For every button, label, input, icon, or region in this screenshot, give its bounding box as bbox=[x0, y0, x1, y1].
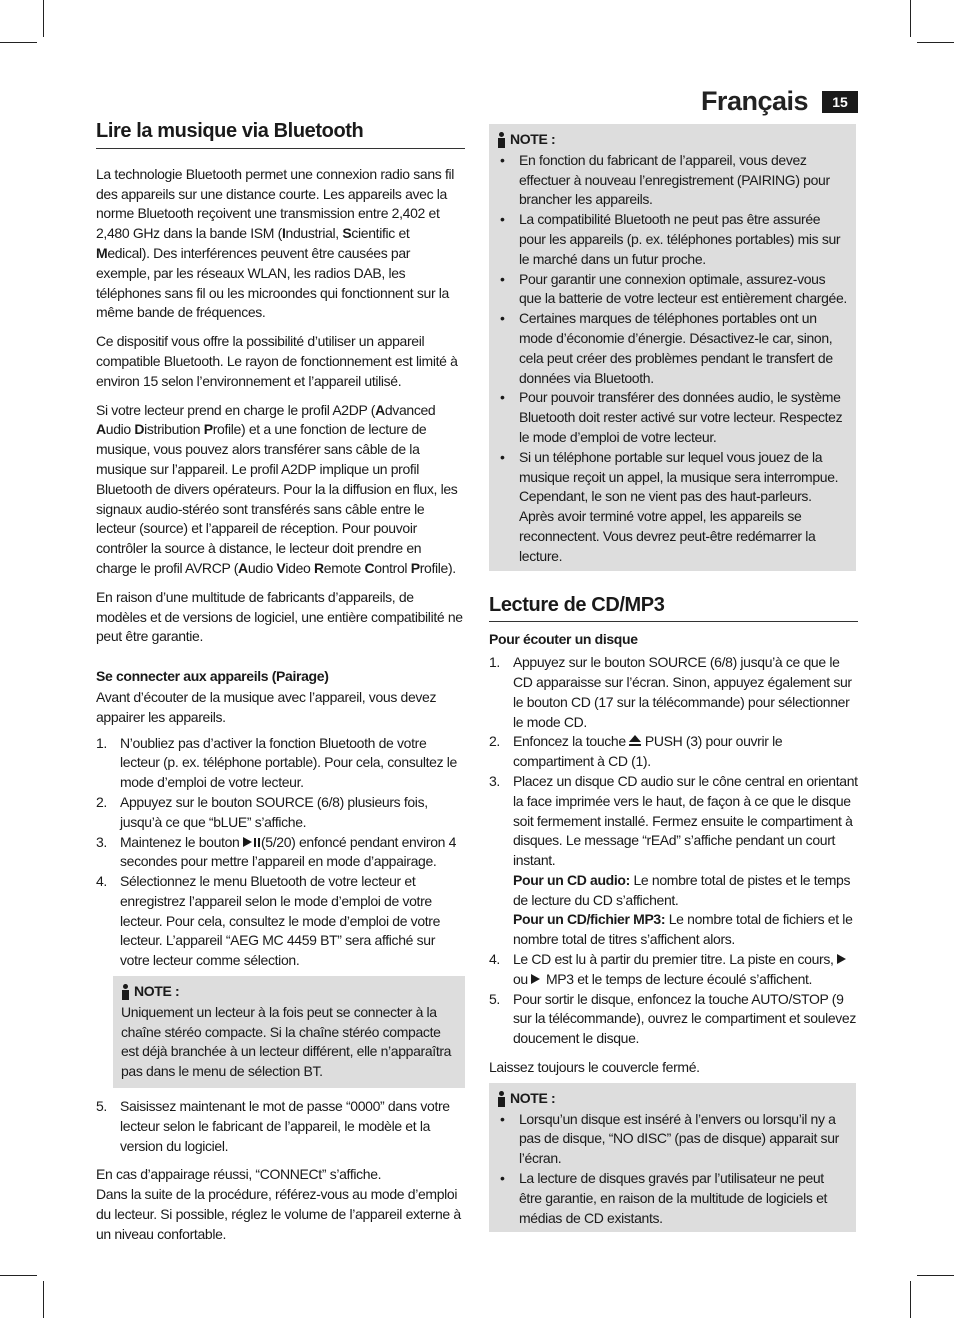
note-list bbox=[497, 1110, 848, 1229]
list-item: 2. Appuyez sur le bouton SOURCE (6/8) plusieurs fois, jusqu’à ce que “bLUE” s’affiche. bbox=[96, 793, 428, 830]
right-column bbox=[489, 124, 858, 1241]
play-icon bbox=[531, 974, 540, 984]
crop-mark bbox=[43, 0, 44, 37]
lid-text: Laissez toujours le couvercle fermé. bbox=[489, 1059, 700, 1076]
eject-icon bbox=[629, 735, 641, 747]
note-box-pairing: NOTE : Uniquement un lecteur à la fois peut se connecter à la chaîne stéréo compacte. Si la chaîne stéréo compacte est déjà branchée à un lecteur différent, elle n’apparaîtra pas dans le menu de sélection BT. bbox=[113, 976, 465, 1088]
list-item: • Certaines marques de téléphones portables ont un mode d’économie d’énergie. Désactivez-le car, sinon, cela peut créer des problèmes pendant le transfert de données via Bluetooth. bbox=[497, 309, 848, 388]
crop-mark bbox=[917, 1275, 954, 1276]
list-item: 1. Appuyez sur le bouton SOURCE (6/8) jusqu’à ce que le CD apparaisse sur l’écran. Sinon, appuyez également sur le bouton CD (17 sur la télécommande) pour sélectionner le mode CD. bbox=[489, 654, 852, 730]
list-item: 4. Le CD est lu à partir du premier titre. La piste en cours, ou MP3 et le temps de lecture écoulé s’affichent. bbox=[489, 950, 858, 990]
info-icon bbox=[497, 131, 506, 149]
note-box-bluetooth: NOTE : • En fonction du fabricant de l’appareil, vous devez effectuer à nouveau l’enregistrement (PAIRING) pour brancher les appareils. • La compatibilité Bluetooth ne peut pas être assurée pour les appareils (p. ex. téléphones portables) mis sur le marché dans un futur proche. • Pour garantir une connexion optimale, assurez-vous que la batterie de votre lecteur est entièrement chargée. • Certaines marques de téléphones portables ont un mode d’économie d’énergie. Désactivez-le car, sinon, cela peut créer des problèmes pendant le transfert de données via Bluetooth. • Pour pouvoir transférer des données audio, le système Bluetooth doit rester activé sur votre lecteur. Respectez le mode d’emploi de votre lecteur. • Si un téléphone portable sur lequel vous jouez de la musique reçoit un appel, la musique sera interrompue. Cependant, le son ne vient pas des haut-parleurs. Après avoir terminé votre appel, les appareils se reconnectent. Vous devrez peut-être redémarrer la lecture. bbox=[489, 124, 856, 571]
list-item: 2. Enfoncez la touche PUSH (3) pour ouvrir le compartiment à CD (1). bbox=[489, 733, 783, 770]
note-box-cd: NOTE : • Lorsqu’un disque est inséré à l’envers ou lorsqu’il ny a pas de disque, “NO dISC” (pas de disque) apparait sur l’écran. • La lecture de disques gravés par l’utilisateur ne peut être garantie, en raison de la multitude de logiciels et médias de CD existants. bbox=[489, 1083, 856, 1233]
pause-icon bbox=[254, 838, 260, 847]
note-list bbox=[497, 151, 848, 567]
play-icon bbox=[243, 837, 252, 847]
crop-mark bbox=[910, 1281, 911, 1318]
section-title-cd: Lecture de CD/MP3 bbox=[489, 596, 858, 623]
list-item: • La lecture de disques gravés par l’utilisateur ne peut être garantie, en raison de la multitude de logiciels et médias de CD existants. bbox=[497, 1169, 848, 1228]
crop-mark bbox=[917, 42, 954, 43]
play-icon bbox=[837, 954, 846, 964]
info-icon bbox=[497, 1090, 506, 1108]
list-item: 4. Sélectionnez le menu Bluetooth de votre lecteur et enregistrez l’appareil selon le mode d’emploi de votre lecteur. Pour cela, consultez le mode d’emploi de votre lecteur. L’appareil “AEG MC 4459 BT” sera affiché sur votre lecteur comme sélection. bbox=[96, 873, 441, 969]
crop-mark bbox=[0, 42, 37, 43]
list-item: 5. Pour sortir le disque, enfoncez la touche AUTO/STOP (9 sur la télécommande), ouvrez le compartiment et soulevez doucement le disque. bbox=[489, 990, 857, 1047]
closing-line: En cas d’appairage réussi, “CONNECt” s’affiche. bbox=[96, 1166, 382, 1183]
info-icon bbox=[121, 983, 130, 1001]
section-title-bluetooth: Lire la musique via Bluetooth bbox=[96, 122, 465, 149]
pairing-steps bbox=[96, 734, 465, 972]
note-text: Uniquement un lecteur à la fois peut se connecter à la chaîne stéréo compacte. Si la chaîne stéréo compacte est déjà branchée à un lecteur différent, elle n’apparaîtra pas dans le menu de sélection BT. bbox=[121, 1003, 452, 1080]
crop-mark bbox=[0, 1275, 37, 1276]
left-column bbox=[96, 122, 465, 1245]
intro-paragraph: La technologie Bluetooth permet une connexion radio sans fil des appareils sur une distance courte. Les appareils avec la norme Bluetooth reçoivent une transmission entre 2,402 et 2,480 GHz dans la bande ISM (Industrial, Scientific et Medical). Des interférences peuvent être causées par exemple, par les réseaux WLAN, les radios DAB, les téléphones sans fil ou les microondes qui fonctionnent sur la même bande de fréquences. bbox=[96, 165, 455, 321]
list-item: 5. Saisissez maintenant le mot de passe “0000” dans votre lecteur selon le fabricant de l’appareil, le modèle et la version du logiciel. bbox=[96, 1098, 450, 1154]
crop-mark bbox=[910, 0, 911, 37]
pairing-intro: Avant d’écouter de la musique avec l’appareil, vous devez appairer les appareils. bbox=[96, 688, 437, 725]
list-item: • Lorsqu’un disque est inséré à l’envers ou lorsqu’il ny a pas de disque, “NO dISC” (pas de disque) apparait sur l’écran. bbox=[497, 1110, 848, 1169]
cd-steps bbox=[489, 653, 858, 1049]
crop-mark bbox=[43, 1281, 44, 1318]
list-item: • Si un téléphone portable sur lequel vous jouez de la musique reçoit un appel, la musique sera interrompue. Cependant, le son ne vient pas des haut-parleurs. Après avoir terminé votre appel, les appareils se reconnectent. Vous devrez peut-être redémarrer la lecture. bbox=[497, 448, 848, 567]
list-item: • La compatibilité Bluetooth ne peut pas être assurée pour les appareils (p. ex. téléphones portables) mis sur le marché dans un futur proche. bbox=[497, 210, 848, 269]
listen-heading: Pour écouter un disque bbox=[489, 631, 638, 648]
list-item: 3. Maintenez le bouton (5/20) enfoncé pendant environ 4 secondes pour mettre l’appareil en mode d’appairage. bbox=[96, 833, 457, 870]
list-item: • Pour pouvoir transférer des données audio, le système Bluetooth doit rester activé sur votre lecteur. Respectez le mode d’emploi de votre lecteur. bbox=[497, 388, 848, 447]
pairing-steps-cont bbox=[96, 1097, 465, 1156]
closing-paragraph: Dans la suite de la procédure, référez-vous au mode d’emploi du lecteur. Si possible, réglez le volume de l’appareil externe à un niveau confortable. bbox=[96, 1186, 461, 1242]
profile-paragraph: Si votre lecteur prend en charge le profil A2DP (Advanced Audio Distribution Profile) et a une fonction de lecture de musique, vous pouvez alors transférer sans câble de la musique sur l’appareil. Le profil A2DP implique un profil Bluetooth de divers opérateurs. Pour la la diffusion en flux, les signaux audio-stéréo sont transférés sans câble entre le lecteur (source) et l’appareil de réception. Pour pouvoir contrôler la source à distance, le lecteur doit prendre en charge le profil AVRCP (Audio Video Remote Control Profile). bbox=[96, 401, 458, 576]
list-item: 1. N’oubliez pas d’activer la fonction Bluetooth de votre lecteur (p. ex. téléphone portable). Pour cela, consultez le mode d’emploi de votre lecteur. bbox=[96, 734, 457, 791]
list-item: 3. Placez un disque CD audio sur le cône central en orientant la face imprimée vers le haut, de façon à ce que le disque soit fermement installé. Fermez ensuite le compartiment à disques. Le message “rEAd” s’affiche pendant un court instant. Pour un CD audio: Le nombre total de pistes et le temps de lecture du CD s’affichent. Pour un CD/fichier MP3: Le nombre total de fichiers et le nombre total de titres s’affichent alors. bbox=[489, 772, 858, 948]
list-item: • En fonction du fabricant de l’appareil, vous devez effectuer à nouveau l’enregistrement (PAIRING) pour brancher les appareils. bbox=[497, 151, 848, 210]
page-number: 15 bbox=[822, 91, 858, 113]
range-paragraph: Ce dispositif vous offre la possibilité d’utiliser un appareil compatible Bluetooth. Le rayon de fonctionnement est limité à environ 15 selon l’environnement et l’appareil utilisé. bbox=[96, 333, 458, 389]
pairing-heading: Se connecter aux appareils (Pairage) bbox=[96, 668, 329, 685]
language-title: Français bbox=[700, 86, 808, 116]
list-item: • Pour garantir une connexion optimale, assurez-vous que la batterie de votre lecteur est entièrement chargée. bbox=[497, 270, 848, 310]
compatibility-paragraph: En raison d’une multitude de fabricants d’appareils, de modèles et de versions de logiciel, une entière compatibilité ne peut être garantie. bbox=[96, 588, 463, 645]
